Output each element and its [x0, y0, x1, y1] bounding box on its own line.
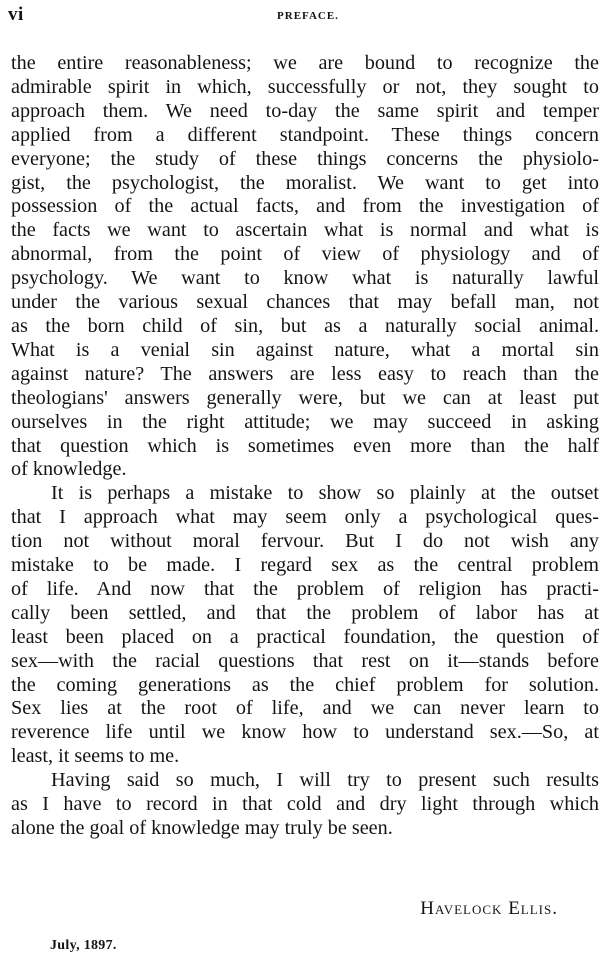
text-line: everyone; the study of these things concerns the physiolo-	[11, 147, 599, 170]
text-line: alone the goal of knowledge may truly be seen.	[11, 817, 393, 839]
text-line: admirable spirit in which, successfully or not, they sought to	[11, 75, 599, 98]
paragraph-2	[11, 482, 599, 769]
text-line: Sex lies at the root of life, and we can never learn to	[11, 697, 599, 720]
text-line: gist, the psychologist, the moralist. We want to get into	[11, 171, 599, 194]
text-line: ourselves in the right attitude; we may succeed in asking	[11, 410, 599, 433]
text-line: applied from a different standpoint. These things concern	[11, 123, 599, 146]
text-line: against nature? The answers are less easy to reach than the	[11, 362, 599, 385]
text-line: mistake to be made. I regard sex as the central problem	[11, 554, 599, 577]
text-line: least been placed on a practical foundation, the question of	[11, 625, 599, 648]
text-line: as I have to record in that cold and dry light through which	[11, 793, 599, 816]
text-line: of knowledge.	[11, 458, 127, 481]
text-line: It is perhaps a mistake to show so plainly at the outset	[51, 482, 599, 505]
text-line: as the born child of sin, but as a naturally social animal.	[11, 314, 599, 337]
text-line: that I approach what may seem only a psychological ques-	[11, 506, 599, 529]
text-line: under the various sexual chances that may befall man, not	[11, 291, 599, 314]
text-line: reverence life until we know how to understand sex.—So, at	[11, 721, 599, 744]
page-number: vi	[8, 4, 24, 25]
paragraph-3	[11, 769, 599, 841]
text-line: Having said so much, I will try to present such results	[51, 769, 599, 792]
text-line: least, it seems to me.	[11, 745, 180, 768]
running-head	[8, 4, 600, 28]
dateline: July, 1897.	[50, 938, 117, 953]
paragraph-1	[11, 52, 599, 482]
text-line: the coming generations as the chief problem for solution.	[11, 673, 599, 696]
text-line: cally been settled, and that the problem of labor has at	[11, 601, 599, 624]
text-line: possession of the actual facts, and from the investigation of	[11, 195, 599, 218]
text-line: that question which is sometimes even more than the half	[11, 434, 599, 457]
text-line: approach them. We need to-day the same spirit and temper	[11, 99, 599, 122]
text-line: What is a venial sin against nature, what a mortal sin	[11, 338, 599, 361]
body-text	[11, 52, 599, 841]
text-line: psychology. We want to know what is naturally lawful	[11, 267, 599, 290]
text-line: of life. And now that the problem of religion has practi-	[11, 577, 599, 600]
text-line: abnormal, from the point of view of physiology and of	[11, 243, 599, 266]
text-line: theologians' answers generally were, but we can at least put	[11, 386, 599, 409]
text-line: the facts we want to ascertain what is normal and what is	[11, 219, 599, 242]
text-line: tion not without moral fervour. But I do not wish any	[11, 530, 599, 553]
text-line: the entire reasonableness; we are bound to recognize the	[11, 52, 599, 74]
author-signature: Havelock Ellis.	[420, 898, 558, 919]
text-line: sex—with the racial questions that rest on it—stands before	[11, 649, 599, 672]
running-title: PREFACE.	[277, 10, 339, 22]
